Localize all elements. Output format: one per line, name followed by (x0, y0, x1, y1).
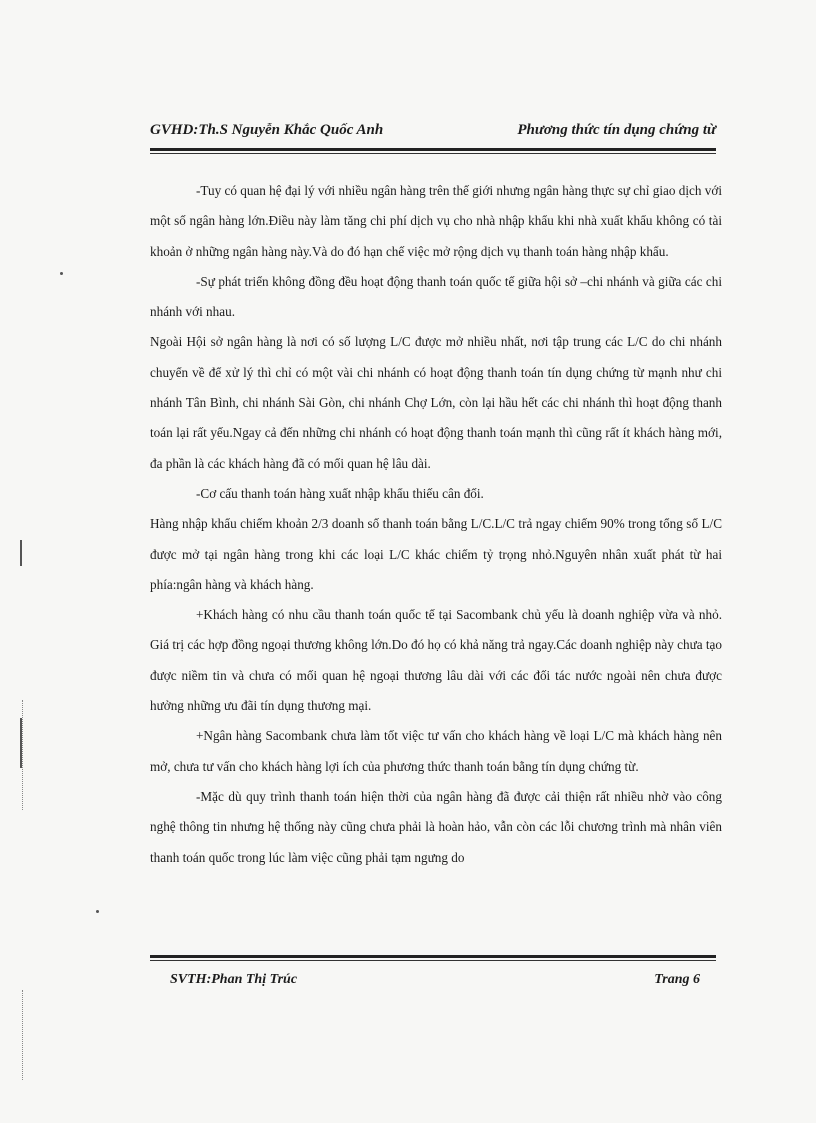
paragraph: +Ngân hàng Sacombank chưa làm tốt việc tư vấn cho khách hàng về loại L/C mà khách hàng nên mở, chưa tư vấn cho khách hàng lợi ích của phương thức thanh toán bằng tín dụng chứng từ. (150, 728, 722, 774)
scan-artifact (60, 272, 63, 275)
page-number: Trang 6 (654, 972, 700, 987)
scan-artifact (22, 700, 26, 810)
paragraph: -Cơ cấu thanh toán hàng xuất nhập khẩu thiếu cân đối. (196, 485, 484, 501)
header-rule (150, 148, 716, 154)
paragraph: -Sự phát triển không đồng đều hoạt động thanh toán quốc tế giữa hội sở –chi nhánh và giữa các chi nhánh với nhau. (150, 273, 722, 320)
paragraph: -Mặc dù quy trình thanh toán hiện thời của ngân hàng đã được cải thiện rất nhiều nhờ vào công nghệ thông tin nhưng hệ thống này cũng chưa phải là hoàn hảo, vẫn còn các lỗi chương trình mà nhân viên thanh toán quốc trong lúc làm việc cũng phải tạm ngưng do (150, 788, 722, 865)
paragraph: Hàng nhập khẩu chiếm khoản 2/3 doanh số thanh toán bằng L/C.L/C trả ngay chiếm 90% trong tổng số L/C được mở tại ngân hàng trong khi các loại L/C khác chiếm tỷ trọng nhỏ.Nguyên nhân xuất phát từ hai phía:ngân hàng và khách hàng. (150, 516, 722, 592)
header-topic: Phương thức tín dụng chứng từ (517, 122, 716, 138)
scan-artifact (96, 910, 99, 913)
page-header (150, 122, 716, 139)
body-text (150, 176, 722, 873)
page-footer (170, 972, 700, 988)
header-instructor: GVHD:Th.S Nguyễn Khắc Quốc Anh (150, 122, 384, 138)
scan-artifact (22, 990, 26, 1080)
paragraph: -Tuy có quan hệ đại lý với nhiều ngân hàng trên thế giới nhưng ngân hàng thực sự chỉ giao dịch với một số ngân hàng lớn.Điều này làm tăng chi phí dịch vụ cho nhà nhập khẩu khi nhà xuất khẩu không có tài khoản ở những ngân hàng này.Và do đó hạn chế việc mở rộng dịch vụ thanh toán hàng nhập khẩu. (150, 183, 722, 259)
footer-student: SVTH:Phan Thị Trúc (170, 972, 298, 987)
paragraph: Ngoài Hội sở ngân hàng là nơi có số lượng L/C được mở nhiều nhất, nơi tập trung các L/C do chi nhánh chuyển về để xử lý thì chỉ có một vài chi nhánh có hoạt động thanh toán tín dụng chứng từ mạnh như chi nhánh Tân Bình, chi nhánh Sài Gòn, chi nhánh Chợ Lớn, còn lại hầu hết các chi nhánh thì hoạt động thanh toán lại rất yếu.Ngay cả đến những chi nhánh có hoạt động thanh toán mạnh thì cũng rất ít khách hàng mới, đa phần là các khách hàng đã có mối quan hệ lâu dài. (150, 334, 722, 471)
footer-rule (150, 955, 716, 961)
paragraph: +Khách hàng có nhu cầu thanh toán quốc tế tại Sacombank chủ yếu là doanh nghiệp vừa và nhỏ. Giá trị các hợp đồng ngoại thương không lớn.Do đó họ có khả năng trả ngay.Các doanh nghiệp này chưa tạo được niềm tin và chưa có mối quan hệ ngoại thương lâu dài với các đối tác nước ngoài nên chưa được hưởng những ưu đãi tín dụng thương mại. (150, 607, 722, 714)
scan-artifact (20, 540, 22, 566)
